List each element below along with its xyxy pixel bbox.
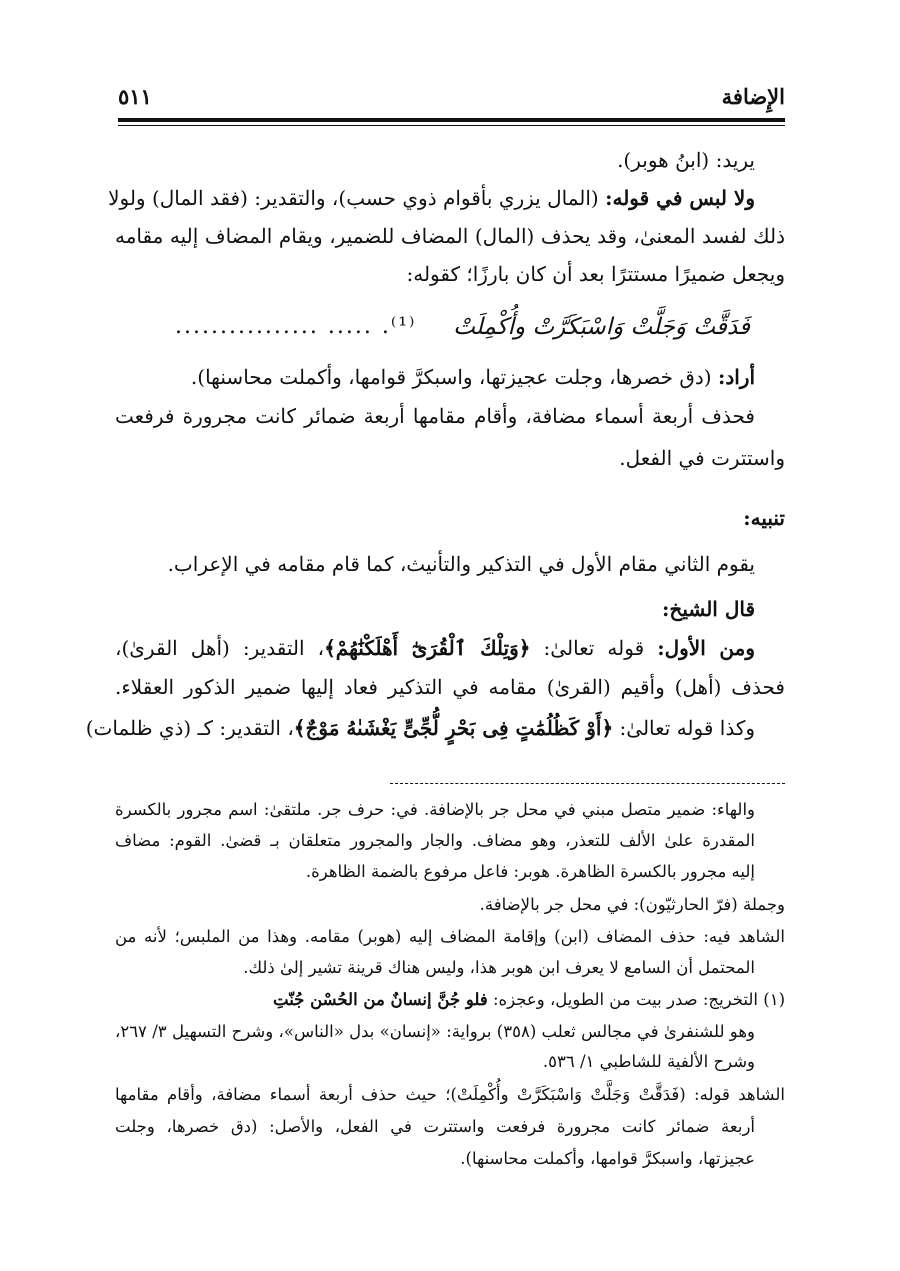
- bold-term: أراد:: [717, 365, 755, 389]
- footnote-line: المحتمل أن السامع لا يعرف ابن هوبر هذا، وليس هناك قرينة تشير إلىٰ ذلك.: [243, 958, 755, 977]
- page-number: ٥١١: [118, 84, 152, 109]
- chapter-title: الإِضافة: [721, 84, 785, 109]
- body-line: [108, 186, 755, 210]
- body-text: ، التقدير: (أهل القرىٰ)،: [115, 636, 325, 660]
- footnote-line: [115, 990, 785, 1009]
- quran-verse: ﴿أَوْ كَظُلُمَٰتٍ فِى بَحْرٍ لُّجِّىٍّ يَغْشَىٰهُ مَوْجٌ﴾: [293, 716, 614, 740]
- section-heading: تنبيه:: [743, 506, 785, 530]
- poetry-verse: فَدَقَّتْ وَجَلَّتْ وَاسْبَكَرَّتْ وأُكْمِلَتْ: [453, 314, 750, 340]
- footnote-line: الشاهد قوله: (فَدَقَّتْ وَجَلَّتْ وَاسْبَكَرَّتْ وأُكْمِلَتْ)؛ حيث حذف أربعة أسماء مضافة، وأقام مقامها: [115, 1085, 785, 1104]
- body-text: ، التقدير: كـ (ذي ظلمات): [85, 716, 294, 740]
- body-text: وكذا قوله تعالىٰ:: [613, 716, 755, 740]
- body-text: (دق خصرها، وجلت عجيزتها، واسبكرَّ قوامها، وأكملت محاسنها).: [190, 365, 718, 389]
- body-line: فحذف (أهل) وأقيم (القرىٰ) مقامه في التذكير فعاد إليها ضمير الذكور العقلاء.: [115, 675, 785, 699]
- footnote-separator: [390, 783, 785, 784]
- footnote-text: (١) التخريج: صدر بيت من الطويل، وعجزه:: [487, 990, 785, 1009]
- body-line: ويجعل ضميرًا مستترًا بعد أن كان بارزًا؛ كقوله:: [406, 262, 785, 286]
- quran-verse: ﴿وَتِلْكَ ٱلْقُرَىٰٓ أَهْلَكْنَٰهُمْ﴾: [324, 636, 531, 660]
- footnote-line: عجيزتها، واسبكرَّ قوامها، وأكملت محاسنها).: [460, 1149, 755, 1168]
- body-line: [115, 636, 755, 660]
- bold-term: ومن الأول:: [657, 636, 756, 660]
- footnote-line: والهاء: ضمير متصل مبني في محل جر بالإضافة. في: حرف جر. ملتقىٰ: اسم مجرور بالكسرة: [115, 800, 755, 819]
- footnote-line: المقدرة علىٰ الألف للتعذر، وهو مضاف. والجار والمجرور متعلقان بـ قضىٰ. القوم: مضاف: [115, 831, 755, 850]
- body-line: ذلك لفسد المعنىٰ، وقد يحذف (المال) المضاف للضمير، ويقام المضاف إليه مقامه: [115, 224, 785, 248]
- body-line: [115, 365, 755, 389]
- footnote-line: وشرح الألفية للشاطبي ١/ ٥٣٦.: [542, 1052, 755, 1071]
- body-line: واستترت في الفعل.: [619, 446, 785, 470]
- verse-ellipsis: ................ ..... .⁽¹⁾: [175, 314, 417, 339]
- poetry-hemistich: فلو جُنَّ إنسانٌ من الحُسْن جُنّتِ: [273, 990, 488, 1009]
- body-line: [85, 716, 755, 740]
- body-line: يقوم الثاني مقام الأول في التذكير والتأنيث، كما قام مقامه في الإعراب.: [167, 552, 755, 576]
- body-line: يريد: (ابنُ هوبر).: [617, 148, 755, 172]
- footnote-line: وهو للشنفرىٰ في مجالس ثعلب (٣٥٨) برواية: «إنسان» بدل «الناس»، وشرح التسهيل ٣/ ٢٦٧،: [115, 1022, 755, 1041]
- body-text: قوله تعالىٰ:: [530, 636, 658, 660]
- bold-term: ولا لبس في قوله:: [605, 186, 755, 210]
- section-heading: قال الشيخ:: [662, 597, 755, 621]
- footnote-line: أربعة ضمائر كانت مجرورة فرفعت واستترت في الفعل، والأصل: (دق خصرها، وجلت: [115, 1117, 755, 1136]
- body-line: فحذف أربعة أسماء مضافة، وأقام مقامها أربعة ضمائر كانت مجرورة فرفعت: [115, 404, 755, 428]
- header-rule-thick: [118, 118, 785, 122]
- footnote-line: وجملة (فرّ الحارثيّون): في محل جر بالإضافة.: [479, 895, 785, 914]
- footnote-line: الشاهد فيه: حذف المضاف (ابن) وإقامة المضاف إليه (هوبر) مقامه. وهذا من الملبس؛ لأنه من: [115, 927, 785, 946]
- header-rule-thin: [118, 125, 785, 126]
- footnote-line: إليه مجرور بالكسرة الظاهرة. هوبر: فاعل مرفوع بالضمة الظاهرة.: [305, 862, 755, 881]
- running-header: [118, 84, 785, 114]
- body-text: (المال يزري بأقوام ذوي حسب)، والتقدير: (فقد المال) ولولا: [108, 186, 606, 210]
